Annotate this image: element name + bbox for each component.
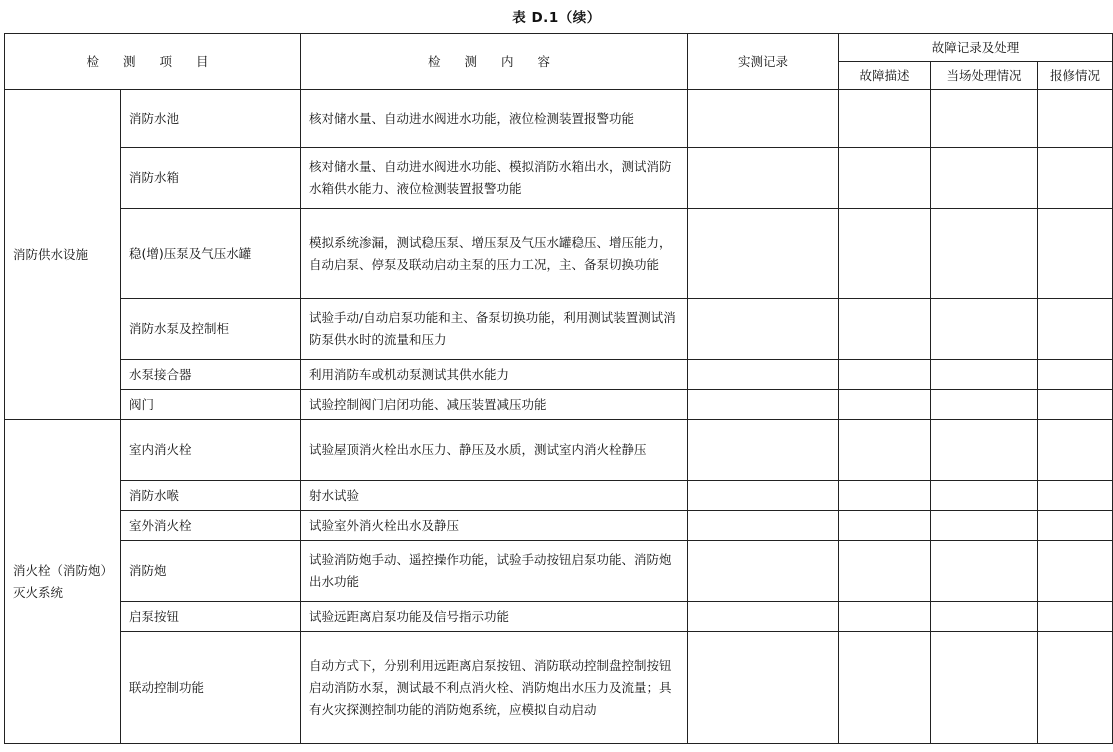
row-content: 利用消防车或机动泵测试其供水能力 [301, 360, 688, 390]
row-content: 试验控制阀门启闭功能、减压装置减压功能 [301, 390, 688, 420]
repair-cell[interactable] [1038, 209, 1113, 299]
record-cell[interactable] [688, 90, 839, 148]
fault-desc-cell[interactable] [839, 602, 931, 632]
row-item: 阀门 [121, 390, 301, 420]
row-content: 核对储水量、自动进水阀进水功能、模拟消防水箱出水，测试消防水箱供水能力、液位检测装置报警功能 [301, 148, 688, 209]
onsite-cell[interactable] [931, 148, 1038, 209]
onsite-cell[interactable] [931, 299, 1038, 360]
repair-cell[interactable] [1038, 481, 1113, 511]
table-row [5, 541, 1113, 602]
onsite-cell[interactable] [931, 360, 1038, 390]
onsite-cell[interactable] [931, 541, 1038, 602]
header-fault-group: 故障记录及处理 [839, 34, 1113, 62]
table-row [5, 481, 1113, 511]
row-item: 启泵按钮 [121, 602, 301, 632]
row-content: 试验远距离启泵功能及信号指示功能 [301, 602, 688, 632]
record-cell[interactable] [688, 209, 839, 299]
repair-cell[interactable] [1038, 420, 1113, 481]
row-item: 消防水池 [121, 90, 301, 148]
repair-cell[interactable] [1038, 390, 1113, 420]
fault-desc-cell[interactable] [839, 209, 931, 299]
table-row [5, 602, 1113, 632]
header-item: 检 测 项 目 [5, 34, 301, 90]
row-item: 稳(增)压泵及气压水罐 [121, 209, 301, 299]
header-content: 检 测 内 容 [301, 34, 688, 90]
onsite-cell[interactable] [931, 511, 1038, 541]
group-label: 消防供水设施 [5, 90, 121, 420]
row-content: 试验消防炮手动、遥控操作功能，试验手动按钮启泵功能、消防炮出水功能 [301, 541, 688, 602]
header-onsite: 当场处理情况 [931, 62, 1038, 90]
row-item: 水泵接合器 [121, 360, 301, 390]
record-cell[interactable] [688, 511, 839, 541]
table-row [5, 390, 1113, 420]
record-cell[interactable] [688, 148, 839, 209]
fault-desc-cell[interactable] [839, 360, 931, 390]
repair-cell[interactable] [1038, 148, 1113, 209]
repair-cell[interactable] [1038, 511, 1113, 541]
table-row [5, 90, 1113, 148]
table-row [5, 360, 1113, 390]
row-item: 消防水泵及控制柜 [121, 299, 301, 360]
fault-desc-cell[interactable] [839, 632, 931, 744]
record-cell[interactable] [688, 541, 839, 602]
onsite-cell[interactable] [931, 632, 1038, 744]
fault-desc-cell[interactable] [839, 299, 931, 360]
record-cell[interactable] [688, 390, 839, 420]
row-item: 消防炮 [121, 541, 301, 602]
repair-cell[interactable] [1038, 90, 1113, 148]
fault-desc-cell[interactable] [839, 390, 931, 420]
inspection-table [4, 33, 1113, 744]
table-row [5, 632, 1113, 744]
row-item: 联动控制功能 [121, 632, 301, 744]
row-content: 试验室外消火栓出水及静压 [301, 511, 688, 541]
table-row [5, 511, 1113, 541]
row-item: 消防水喉 [121, 481, 301, 511]
fault-desc-cell[interactable] [839, 481, 931, 511]
onsite-cell[interactable] [931, 602, 1038, 632]
table-row [5, 420, 1113, 481]
header-record: 实测记录 [688, 34, 839, 90]
repair-cell[interactable] [1038, 299, 1113, 360]
header-repair: 报修情况 [1038, 62, 1113, 90]
row-content: 核对储水量、自动进水阀进水功能，液位检测装置报警功能 [301, 90, 688, 148]
fault-desc-cell[interactable] [839, 511, 931, 541]
onsite-cell[interactable] [931, 481, 1038, 511]
record-cell[interactable] [688, 360, 839, 390]
fault-desc-cell[interactable] [839, 541, 931, 602]
row-content: 自动方式下，分别利用远距离启泵按钮、消防联动控制盘控制按钮启动消防水泵，测试最不利点消火栓、消防炮出水压力及流量；具有火灾探测控制功能的消防炮系统，应模拟自动启动 [301, 632, 688, 744]
repair-cell[interactable] [1038, 360, 1113, 390]
group-label: 消火栓（消防炮）灭火系统 [5, 420, 121, 744]
table-row [5, 209, 1113, 299]
record-cell[interactable] [688, 420, 839, 481]
row-item: 室外消火栓 [121, 511, 301, 541]
row-item: 消防水箱 [121, 148, 301, 209]
table-row [5, 148, 1113, 209]
repair-cell[interactable] [1038, 632, 1113, 744]
row-content: 试验屋顶消火栓出水压力、静压及水质，测试室内消火栓静压 [301, 420, 688, 481]
onsite-cell[interactable] [931, 209, 1038, 299]
repair-cell[interactable] [1038, 602, 1113, 632]
fault-desc-cell[interactable] [839, 420, 931, 481]
table-row [5, 299, 1113, 360]
row-content: 试验手动/自动启泵功能和主、备泵切换功能，利用测试装置测试消防泵供水时的流量和压力 [301, 299, 688, 360]
onsite-cell[interactable] [931, 390, 1038, 420]
onsite-cell[interactable] [931, 420, 1038, 481]
header-fault-desc: 故障描述 [839, 62, 931, 90]
repair-cell[interactable] [1038, 541, 1113, 602]
row-item: 室内消火栓 [121, 420, 301, 481]
record-cell[interactable] [688, 602, 839, 632]
record-cell[interactable] [688, 632, 839, 744]
row-content: 射水试验 [301, 481, 688, 511]
record-cell[interactable] [688, 481, 839, 511]
table-title: 表 D.1（续） [512, 10, 601, 26]
row-content: 模拟系统渗漏，测试稳压泵、增压泵及气压水罐稳压、增压能力，自动启泵、停泵及联动启动主泵的压力工况，主、备泵切换功能 [301, 209, 688, 299]
record-cell[interactable] [688, 299, 839, 360]
onsite-cell[interactable] [931, 90, 1038, 148]
fault-desc-cell[interactable] [839, 90, 931, 148]
fault-desc-cell[interactable] [839, 148, 931, 209]
